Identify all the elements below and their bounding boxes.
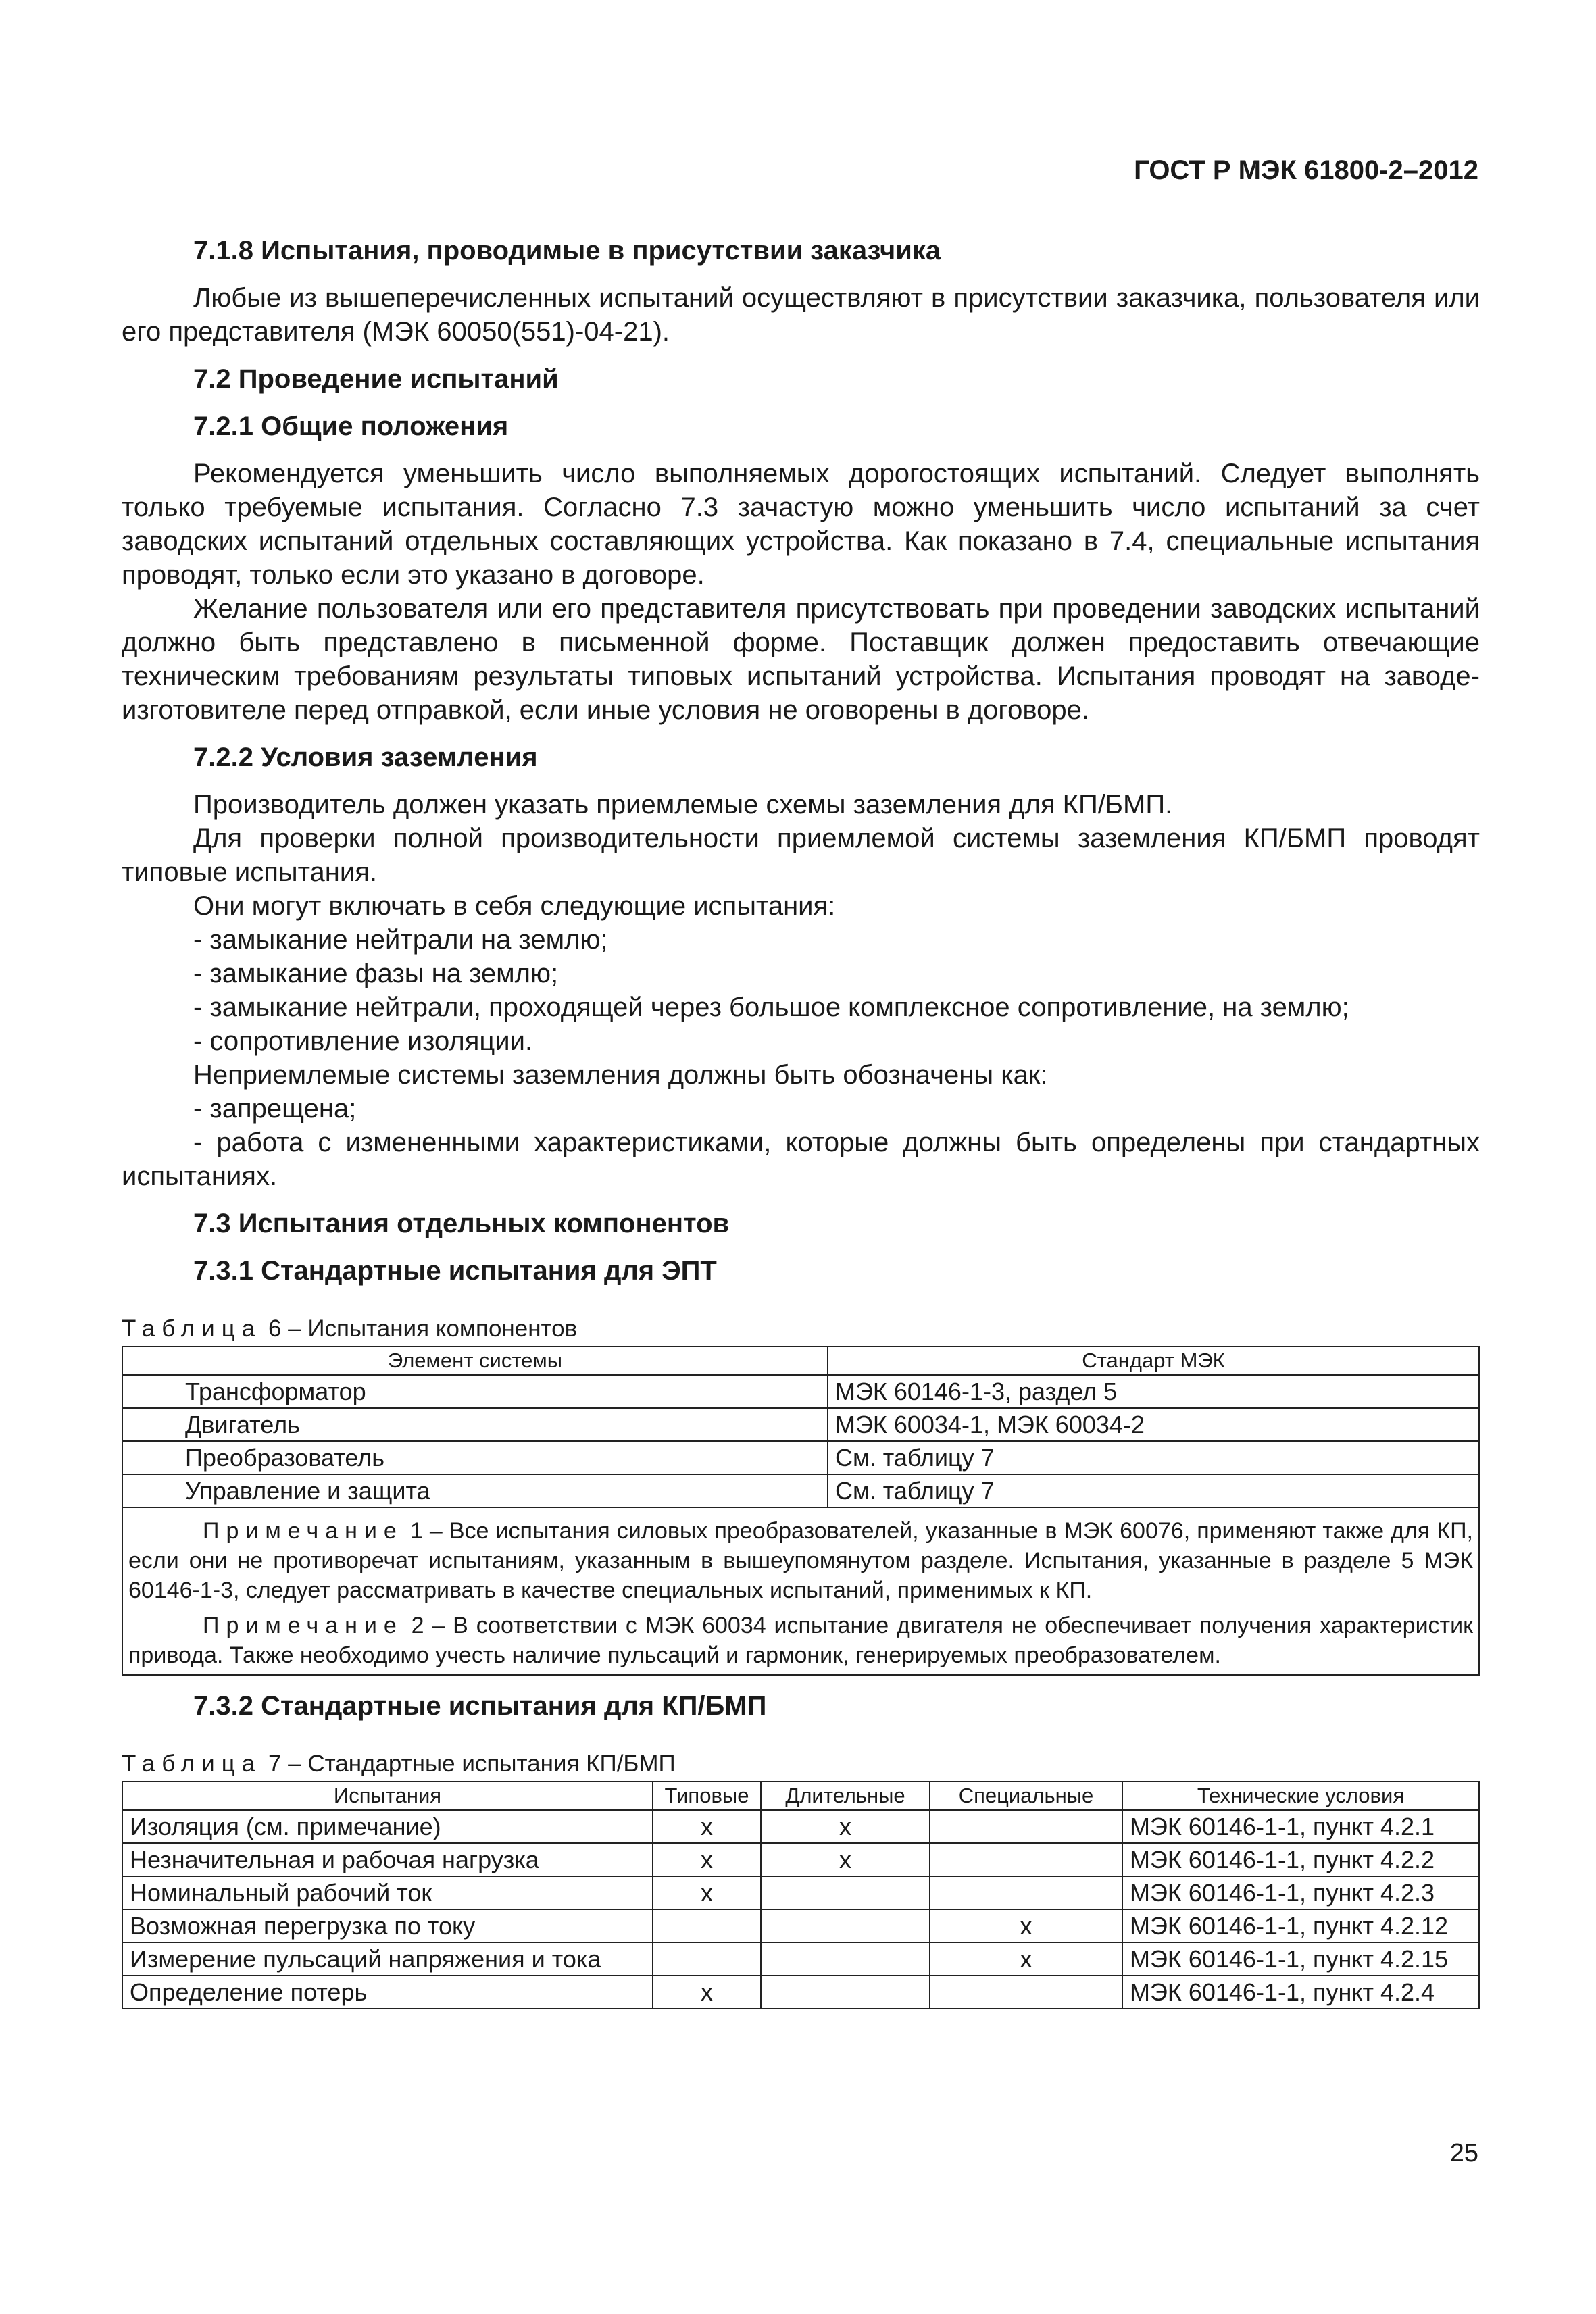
list-item: - замыкание нейтрали, проходящей через большое комплексное сопротивление, на землю;: [193, 992, 1349, 1022]
table-notes-row: [122, 1507, 1479, 1675]
column-header: Стандарт МЭК: [828, 1347, 1479, 1375]
table-cell: [930, 1876, 1122, 1909]
section-7-1-8-paragraph: Любые из вышеперечисленных испытаний осуществляют в присутствии заказчика, пользователя или его представителя (МЭК 60050(551)-04-21).: [122, 283, 1480, 347]
table-cell: x: [930, 1909, 1122, 1942]
list-item: - запрещена;: [193, 1094, 357, 1124]
table-7-caption: Таблица 7 – Стандартные испытания КП/БМП: [122, 1751, 676, 1777]
list-item: - сопротивление изоляции.: [193, 1026, 533, 1056]
section-7-2-1-title: 7.2.1 Общие положения: [193, 411, 509, 441]
table-cell: МЭК 60146-1-1, пункт 4.2.12: [1122, 1909, 1479, 1942]
table-cell: МЭК 60034-1, МЭК 60034-2: [828, 1408, 1479, 1441]
table-cell: См. таблицу 7: [828, 1441, 1479, 1474]
table-cell: МЭК 60146-1-1, пункт 4.2.3: [1122, 1876, 1479, 1909]
table-row: [122, 1441, 1479, 1474]
table-row: [122, 1408, 1479, 1441]
table-cell: [930, 1976, 1122, 2009]
column-header: Испытания: [122, 1782, 653, 1810]
table-cell: Номинальный рабочий ток: [122, 1876, 653, 1909]
table-header-row: [122, 1347, 1479, 1375]
section-7-2-2-paragraph-2: Для проверки полной производительности приемлемой системы заземления КП/БМП проводят типовые испытания.: [122, 824, 1480, 887]
section-7-2-2-paragraph-4: Неприемлемые системы заземления должны быть обозначены как:: [193, 1060, 1048, 1090]
table-cell: МЭК 60146-1-1, пункт 4.2.15: [1122, 1942, 1479, 1976]
table-note-1: Примечание 1 – Все испытания силовых преобразователей, указанные в МЭК 60076, применяют также для КП, если они не противоречат испытаниям, указанным в вышеупомянутом разделе. Испытания, указанные в разделе 5 МЭК 60146-1-3, следует рассматривать в качестве специальных испытаний, применимых к КП.: [128, 1518, 1473, 1603]
section-7-2-2-paragraph-1: Производитель должен указать приемлемые схемы заземления для КП/БМП.: [193, 790, 1173, 820]
table-cell: x: [653, 1876, 761, 1909]
table-cell: МЭК 60146-1-1, пункт 4.2.1: [1122, 1810, 1479, 1843]
table-row: [122, 1375, 1479, 1408]
table-cell: [761, 1976, 930, 2009]
section-7-2-1-paragraph-1: Рекомендуется уменьшить число выполняемых дорогостоящих испытаний. Следует выполнять только требуемые испытания. Согласно 7.3 зачастую можно уменьшить число испытаний за счет заводских испытаний отдельных составляющих устройства. Как показано в 7.4, специальные испытания проводят, только если это указано в договоре.: [122, 459, 1480, 590]
list-item: - замыкание нейтрали на землю;: [193, 925, 608, 955]
table-cell: x: [653, 1843, 761, 1876]
table-row: [122, 1876, 1479, 1909]
table-cell: Возможная перегрузка по току: [122, 1909, 653, 1942]
table-cell: Преобразователь: [122, 1441, 828, 1474]
table-cell: x: [761, 1843, 930, 1876]
table-cell: [930, 1843, 1122, 1876]
column-header: Специальные: [930, 1782, 1122, 1810]
section-7-3-2-title: 7.3.2 Стандартные испытания для КП/БМП: [193, 1691, 767, 1721]
section-7-2-title: 7.2 Проведение испытаний: [193, 364, 559, 394]
page-number: 25: [1449, 2139, 1478, 2167]
table-row: [122, 1942, 1479, 1976]
table-cell: x: [761, 1810, 930, 1843]
table-notes: [122, 1507, 1479, 1675]
table-cell: x: [653, 1976, 761, 2009]
section-7-2-1-paragraph-2: Желание пользователя или его представителя присутствовать при проведении заводских испытаний должно быть представлено в письменной форме. Поставщик должен предоставить отвечающие техническим требованиям результаты типовых испытаний устройства. Испытания проводят на заводе-изготовителе перед отправкой, если иные условия не оговорены в договоре.: [122, 594, 1480, 725]
list-item: - замыкание фазы на землю;: [193, 959, 559, 988]
table-cell: Незначительная и рабочая нагрузка: [122, 1843, 653, 1876]
table-cell: МЭК 60146-1-1, пункт 4.2.2: [1122, 1843, 1479, 1876]
table-cell: [930, 1810, 1122, 1843]
table-cell: См. таблицу 7: [828, 1474, 1479, 1507]
table-row: [122, 1810, 1479, 1843]
table-note-2: Примечание 2 – В соответствии с МЭК 60034 испытание двигателя не обеспечивает получения характеристик привода. Также необходимо учесть наличие пульсаций и гармоник, генерируемых преобразователем.: [128, 1613, 1473, 1668]
table-cell: x: [930, 1942, 1122, 1976]
table-row: [122, 1909, 1479, 1942]
document-code: ГОСТ Р МЭК 61800-2–2012: [1134, 155, 1478, 185]
table-cell: x: [653, 1810, 761, 1843]
column-header: Технические условия: [1122, 1782, 1479, 1810]
table-cell: Управление и защита: [122, 1474, 828, 1507]
table-cell: [653, 1942, 761, 1976]
column-header: Длительные: [761, 1782, 930, 1810]
list-item: - работа с измененными характеристиками, которые должны быть определены при стандартных испытаниях.: [122, 1128, 1480, 1191]
table-7: [122, 1781, 1480, 2009]
column-header: Элемент системы: [122, 1347, 828, 1375]
table-cell: Определение потерь: [122, 1976, 653, 2009]
table-cell: Двигатель: [122, 1408, 828, 1441]
section-7-3-1-title: 7.3.1 Стандартные испытания для ЭПТ: [193, 1256, 717, 1286]
table-6: [122, 1346, 1480, 1676]
table-cell: Изоляция (см. примечание): [122, 1810, 653, 1843]
document-body: [122, 234, 1480, 2009]
table-row: [122, 1474, 1479, 1507]
table-cell: МЭК 60146-1-1, пункт 4.2.4: [1122, 1976, 1479, 2009]
table-row: [122, 1976, 1479, 2009]
table-cell: Трансформатор: [122, 1375, 828, 1408]
table-cell: [761, 1942, 930, 1976]
section-7-3-title: 7.3 Испытания отдельных компонентов: [193, 1209, 730, 1238]
table-row: [122, 1843, 1479, 1876]
table-cell: МЭК 60146-1-3, раздел 5: [828, 1375, 1479, 1408]
table-header-row: [122, 1782, 1479, 1810]
table-6-caption: Таблица 6 – Испытания компонентов: [122, 1315, 578, 1342]
table-cell: Измерение пульсаций напряжения и тока: [122, 1942, 653, 1976]
section-7-2-2-title: 7.2.2 Условия заземления: [193, 743, 538, 772]
table-cell: [761, 1909, 930, 1942]
section-7-1-8-title: 7.1.8 Испытания, проводимые в присутствии заказчика: [193, 236, 941, 266]
column-header: Типовые: [653, 1782, 761, 1810]
section-7-2-2-paragraph-3: Они могут включать в себя следующие испытания:: [193, 891, 836, 921]
table-cell: [653, 1909, 761, 1942]
table-cell: [761, 1876, 930, 1909]
